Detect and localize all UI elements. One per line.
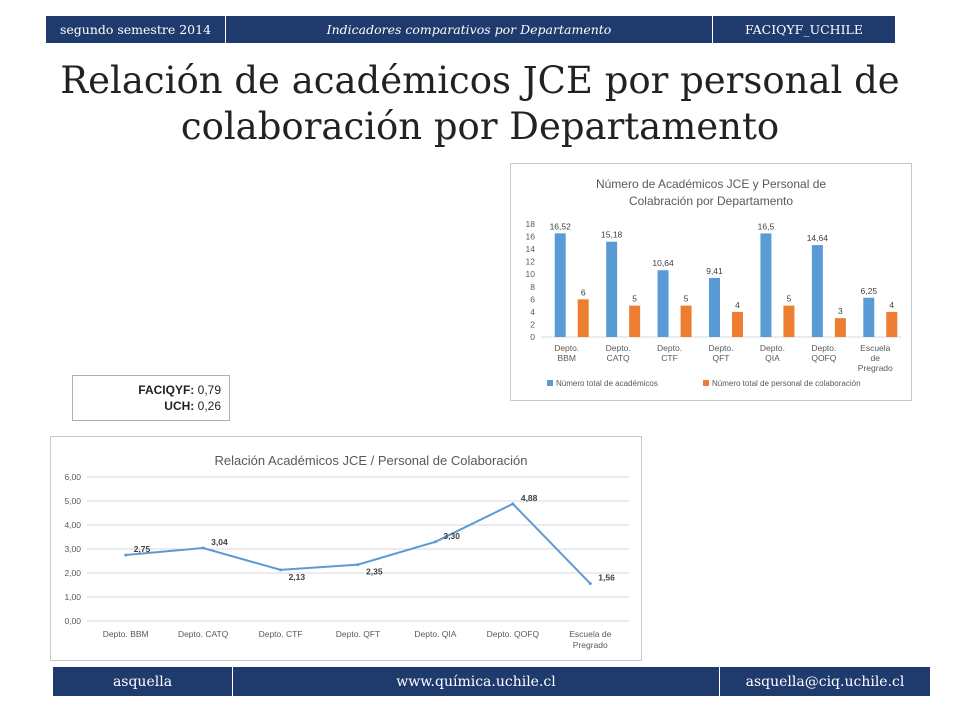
line-y-tick-label: 2,00 [64, 568, 81, 578]
uch-value: 0,26 [197, 399, 221, 413]
bar-data-label: 14,64 [806, 233, 828, 244]
bar-x-tick-label: CTF [661, 353, 678, 363]
faciqyf-label: FACIQYF: [138, 383, 195, 397]
line-point [202, 547, 205, 550]
line-y-tick-label: 3,00 [64, 544, 81, 554]
bar-colaboracion [732, 312, 743, 337]
bar-legend-label: Número total de académicos [556, 379, 658, 388]
line-y-tick-label: 6,00 [64, 472, 81, 482]
bar-x-tick-label: Depto. [605, 343, 631, 353]
header-bar [46, 16, 895, 43]
bar-x-tick-label: QIA [765, 353, 780, 363]
line-y-tick-label: 0,00 [64, 616, 81, 626]
bar-y-tick-label: 6 [530, 294, 535, 305]
bar-chart [510, 163, 912, 401]
line-data-label: 3,30 [443, 530, 460, 541]
footer-author: asquella [53, 667, 233, 696]
bar-data-label: 6 [580, 287, 586, 298]
bar-legend-label: Número total de personal de colaboración [712, 379, 861, 388]
line-y-tick-label: 4,00 [64, 520, 81, 530]
header-subject: Indicadores comparativos por Departamento [226, 16, 713, 43]
bar-data-label: 16,52 [549, 221, 571, 232]
bar-x-tick-label: Depto. [554, 343, 580, 353]
bar-data-label: 5 [632, 293, 638, 304]
bar-academicos [658, 270, 669, 337]
bar-x-tick-label: de [870, 353, 881, 363]
bar-data-label: 3 [837, 306, 843, 317]
line-y-tick-label: 5,00 [64, 496, 81, 506]
bar-chart-title: Colabración por Departamento [628, 194, 794, 208]
bar-y-tick-label: 18 [525, 219, 535, 229]
line-x-tick-label: Depto. QIA [414, 629, 457, 639]
line-y-tick-label: 1,00 [64, 592, 81, 602]
bar-colaboracion [835, 318, 846, 337]
bar-y-tick-label: 12 [525, 256, 535, 267]
line-chart-title: Relación Académicos JCE / Personal de Colaboración [214, 453, 528, 468]
bar-data-label: 4 [889, 299, 895, 310]
bar-y-tick-label: 2 [530, 319, 535, 330]
bar-x-tick-label: QFT [712, 353, 730, 363]
bar-x-tick-label: Depto. [708, 343, 734, 353]
line-chart [50, 436, 642, 661]
line-point [434, 540, 437, 543]
bar-academicos [812, 245, 823, 337]
bar-data-label: 5 [683, 293, 689, 304]
bar-colaboracion [681, 306, 692, 337]
line-x-tick-label: Depto. BBM [102, 629, 149, 639]
bar-x-tick-label: Pregrado [857, 363, 893, 373]
bar-x-tick-label: CATQ [606, 353, 630, 363]
line-data-label: 2,75 [133, 544, 151, 554]
bar-data-label: 5 [786, 293, 792, 304]
line-point [279, 568, 282, 571]
footer-email[interactable]: asquella@ciq.uchile.cl [745, 673, 905, 690]
bar-legend-swatch [703, 380, 709, 386]
line-point [589, 582, 592, 585]
line-chart-svg [51, 437, 641, 660]
bar-data-label: 4 [735, 299, 740, 310]
bar-data-label: 9,41 [706, 265, 723, 276]
bar-y-tick-label: 4 [530, 306, 535, 317]
bar-colaboracion [886, 312, 897, 337]
bar-chart-svg [511, 164, 911, 400]
bar-colaboracion [629, 306, 640, 337]
line-x-tick-label: Depto. QFT [335, 629, 381, 639]
bar-academicos [709, 278, 720, 337]
line-point [357, 563, 360, 566]
line-x-tick-label: Depto. QOFQ [486, 629, 540, 639]
bar-data-label: 15,18 [601, 229, 623, 240]
line-point [511, 502, 514, 505]
bar-data-label: 16,5 [757, 221, 775, 232]
line-data-label: 2,13 [288, 571, 306, 582]
bar-x-tick-label: QOFQ [811, 353, 837, 363]
bar-x-tick-label: Depto. [657, 343, 683, 353]
bar-data-label: 10,64 [652, 258, 674, 269]
bar-academicos [555, 233, 566, 337]
bar-chart-title: Número de Académicos JCE y Personal de [595, 177, 827, 191]
line-x-tick-label: Escuela de [569, 629, 612, 639]
faciqyf-value: 0,79 [197, 383, 221, 397]
bar-x-tick-label: BBM [557, 353, 576, 363]
bar-x-tick-label: Depto. [759, 343, 785, 353]
bar-academicos [606, 242, 617, 337]
uch-label: UCH: [164, 399, 195, 413]
bar-colaboracion [783, 306, 794, 337]
bar-academicos [760, 233, 771, 337]
footer-bar [53, 667, 930, 696]
header-semester: segundo semestre 2014 [46, 16, 226, 43]
line-point [124, 554, 127, 557]
uch-ratio [73, 398, 221, 414]
line-x-tick-label: Depto. CTF [258, 629, 303, 639]
slide-title: Relación de académicos JCE por personal de colaboración por Departamento [60, 59, 900, 148]
bar-x-tick-label: Depto. [811, 343, 837, 353]
bar-legend-swatch [547, 380, 553, 386]
bar-y-tick-label: 8 [530, 281, 535, 292]
bar-y-tick-label: 14 [525, 244, 535, 255]
line-data-label: 1,56 [598, 572, 615, 583]
ratio-info-box [72, 375, 230, 421]
bar-y-tick-label: 10 [525, 269, 535, 280]
faciqyf-ratio [73, 382, 221, 398]
bar-data-label: 6,25 [860, 285, 878, 296]
line-data-label: 3,04 [211, 537, 228, 548]
bar-colaboracion [578, 299, 589, 337]
footer-website[interactable]: www.química.uchile.cl [233, 667, 720, 696]
header-org: FACIQYF_UCHILE [745, 22, 863, 37]
bar-x-tick-label: Escuela [860, 343, 891, 353]
line-x-tick-label: Pregrado [572, 640, 608, 650]
line-data-label: 2,35 [366, 566, 383, 577]
line-data-label: 4,88 [520, 492, 538, 503]
line-series [126, 504, 591, 584]
line-x-tick-label: Depto. CATQ [177, 629, 229, 639]
bar-y-tick-label: 16 [525, 231, 535, 242]
bar-academicos [863, 298, 874, 337]
bar-y-tick-label: 0 [530, 332, 535, 342]
